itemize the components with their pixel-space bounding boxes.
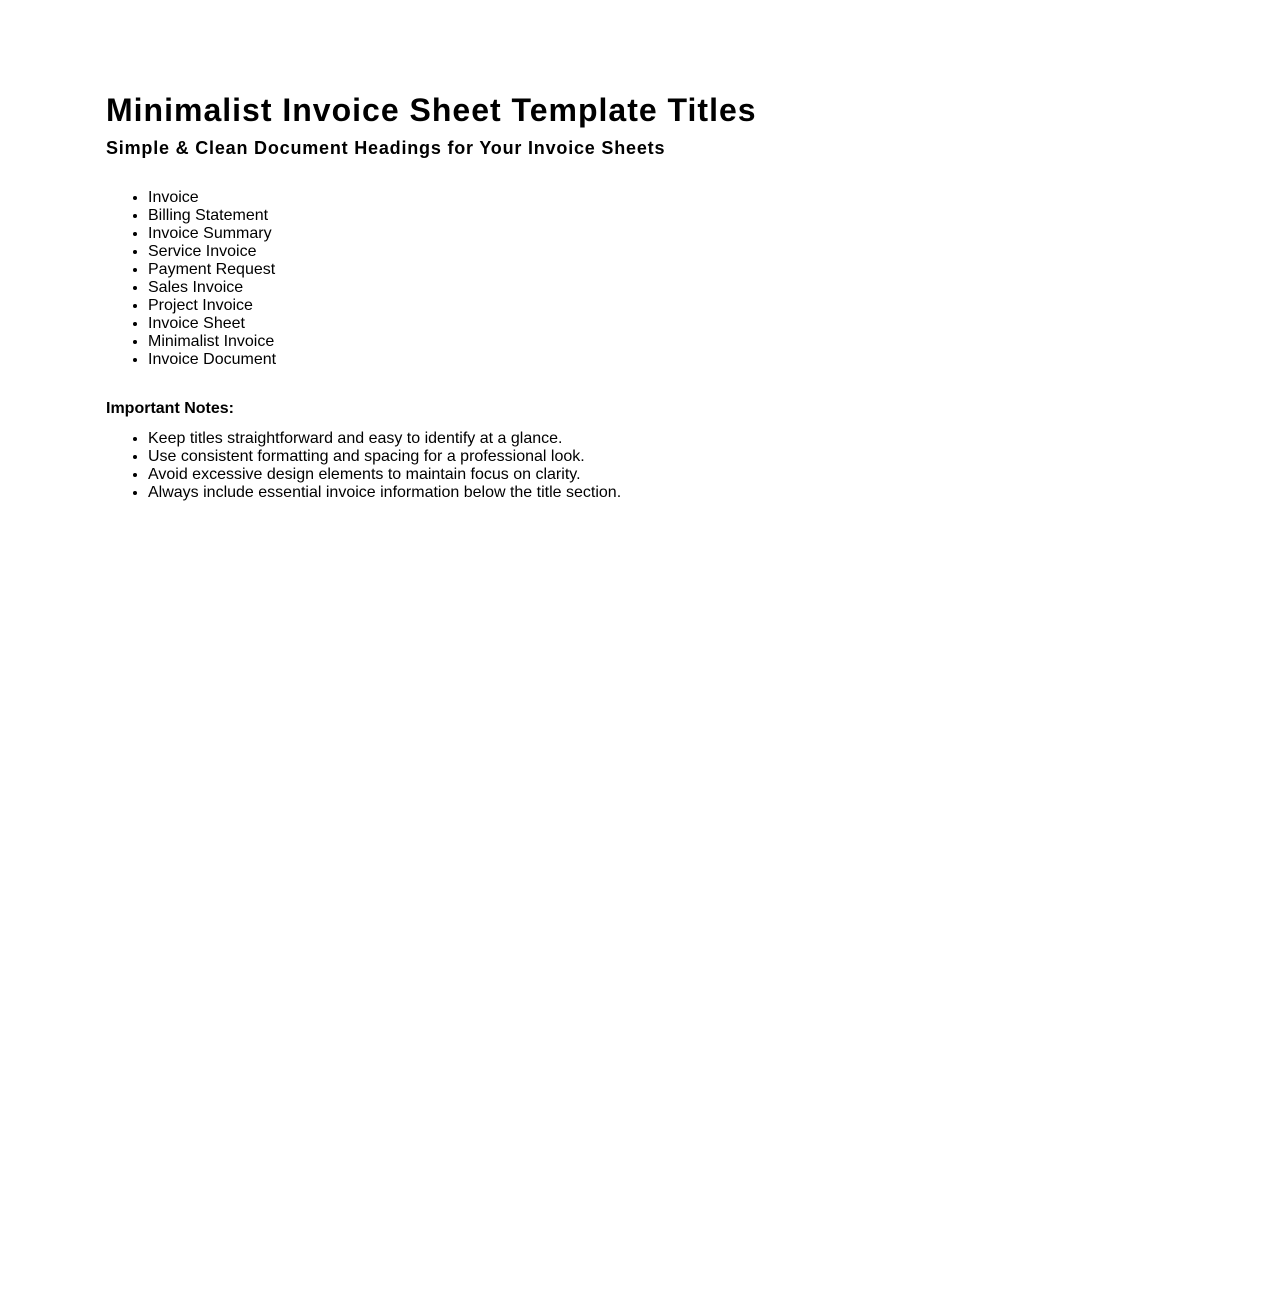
list-item: • Sales Invoice: [148, 279, 1278, 297]
list-item: • Service Invoice: [148, 243, 1278, 261]
list-item: • Minimalist Invoice: [148, 333, 1278, 351]
note-item: • Use consistent formatting and spacing for a professional look.: [148, 448, 1278, 466]
note-item: • Avoid excessive design elements to maintain focus on clarity.: [148, 466, 1278, 484]
list-item: • Invoice Summary: [148, 225, 1278, 243]
note-item: • Keep titles straightforward and easy to identify at a glance.: [148, 430, 1278, 448]
document-page: [0, 0, 1278, 502]
page-subtitle: Simple & Clean Document Headings for Your Invoice Sheets: [106, 138, 666, 158]
note-item: • Always include essential invoice information below the title section.: [148, 484, 1278, 502]
notes-list: [106, 430, 1278, 502]
notes-heading: Important Notes:: [106, 400, 234, 417]
list-item: • Invoice Sheet: [148, 315, 1278, 333]
list-item: • Billing Statement: [148, 207, 1278, 225]
list-item: • Invoice: [148, 189, 1278, 207]
page-title: Minimalist Invoice Sheet Template Titles: [106, 92, 757, 128]
list-item: • Payment Request: [148, 261, 1278, 279]
invoice-title-list: [106, 189, 1278, 369]
list-item: • Project Invoice: [148, 297, 1278, 315]
list-item: • Invoice Document: [148, 351, 1278, 369]
